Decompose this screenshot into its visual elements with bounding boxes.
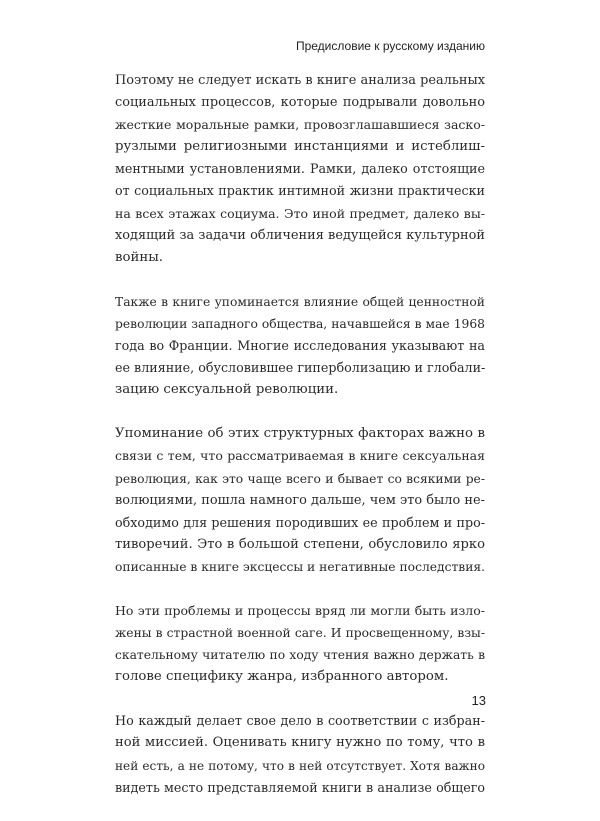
text-line: голове специфику жанра, избранного автором. [115,669,449,685]
text-line: ной миссией. Оценивать книгу нужно по тому, что в [115,735,485,751]
paragraph [115,710,485,798]
text-line: тиворечий. Это в большой степени, обусловило ярко [115,536,485,552]
paragraph [115,291,485,401]
paragraph [115,70,485,269]
text-line: жесткие моральные рамки, провозглашавшиеся заско- [115,117,485,133]
text-line: зацию сексуальной революции. [115,382,339,398]
text-line: войны. [115,249,164,265]
text-line: Но эти проблемы и процессы вряд ли могли быть изло- [115,602,485,618]
text-line: рузлыми религиозными инстанциями и истеблиш- [115,139,485,155]
text-line: ходящий за задачи обличения ведущейся культурной [115,227,485,243]
text-line: от социальных практик интимной жизни практически [115,183,485,199]
text-line: скательному читателю по ходу чтения важно держать в [115,648,485,663]
running-head: Предисловие к русскому изданию [295,39,485,53]
text-line: обходимо для решения породивших ее проблем и про- [115,514,485,530]
text-line: Также в книге упоминается влияние общей ценностной [115,294,485,309]
paragraph [115,600,485,688]
text-line: ментными установлениями. Рамки, далеко отстоящие [115,161,485,177]
text-line: ней есть, а не потому, что в ней отсутствует. Хотя важно [115,758,485,773]
text-line: Но каждый делает свое дело в соответствии с избран- [115,713,485,729]
text-line: социальных процессов, которые подрывали довольно [115,95,485,111]
text-line: описанные в книге эксцессы и негативные последствия. [115,559,486,574]
text-line: революции западного общества, начавшейся в мае 1968 [115,316,485,331]
paragraph [115,423,485,578]
text-line: жены в страстной военной саге. И просвещенному, взы- [115,626,485,641]
text-line: связи с тем, что рассматриваемая в книге сексуальная [115,448,485,464]
text-line: видеть место представляемой книги в анализе общего [115,779,485,795]
text-line: Поэтому не следует искать в книге анализа реальных [115,73,485,88]
text-line: волюциями, пошла намного дальше, чем это было не- [115,492,485,508]
text-line: ее влияние, обусловившее гиперболизацию и глобали- [115,360,486,376]
page-number: 13 [471,693,486,708]
text-line: революция, как это чаще всего и бывает со всякими ре- [115,471,485,486]
body-text [115,70,485,821]
text-line: года во Франции. Многие исследования указывают на [115,338,485,354]
text-line: Упоминание об этих структурных факторах важно в [115,426,485,442]
text-line: на всех этажах социума. Это иной предмет, далеко вы- [115,205,485,221]
